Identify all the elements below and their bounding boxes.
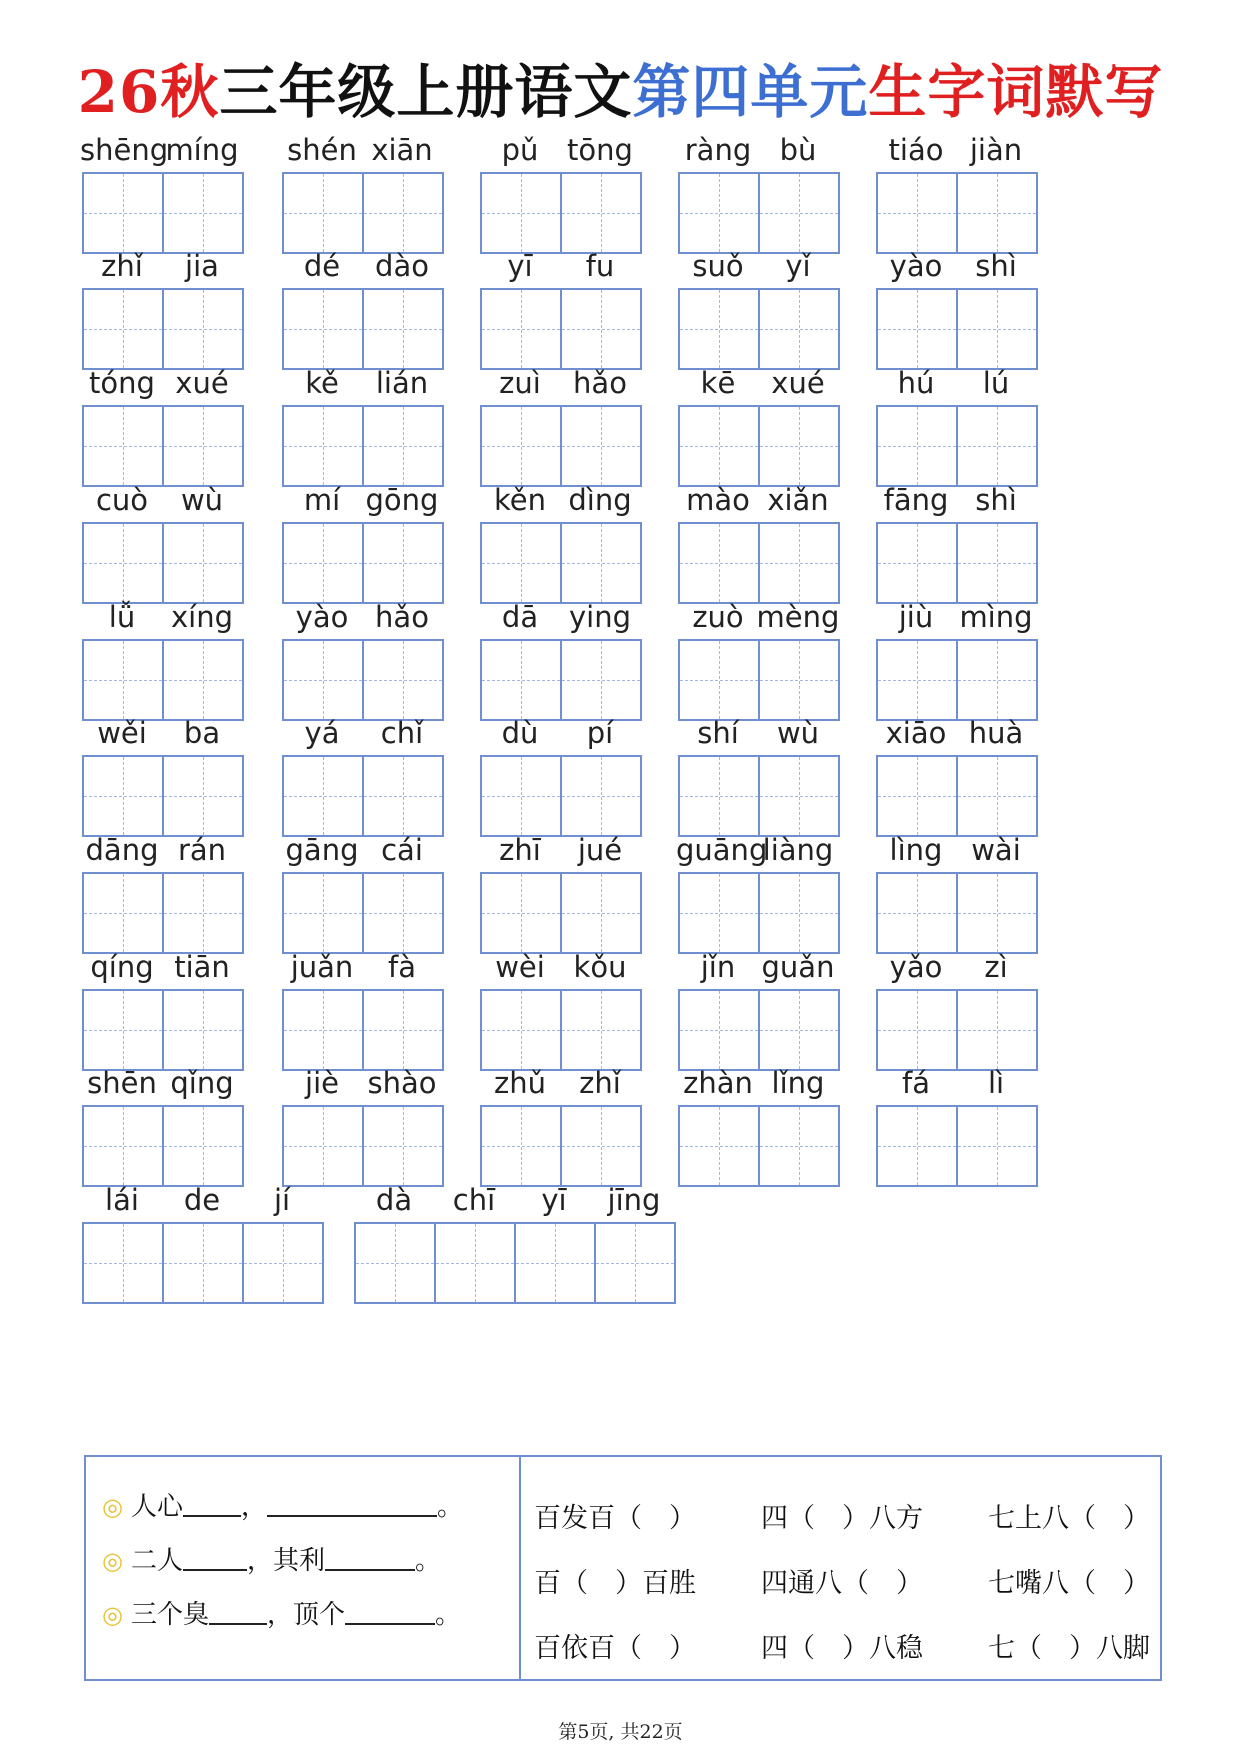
pinyin-syllable: wèi [495,950,545,984]
tianzige-cell[interactable] [876,872,958,954]
writing-boxes [480,288,642,370]
tianzige-cell[interactable] [162,989,244,1071]
idiom-line [102,1593,512,1647]
pinyin-syllable: shí [697,716,739,750]
pinyin-syllable: chǐ [380,716,424,750]
tianzige-cell[interactable] [362,288,444,370]
pinyin-syllable: wù [776,716,820,750]
writing-boxes [82,172,244,254]
writing-boxes [678,405,840,487]
pinyin-syllable: shēn [87,1066,157,1100]
writing-boxes [282,522,444,604]
idiom-fill-right [534,1483,1160,1678]
idiom-fill-item[interactable]: 四（ ）八方 [761,1503,923,1534]
answer-blank[interactable] [209,1593,267,1625]
bullet-icon: ◎ [102,1601,123,1629]
pinyin-syllable: zhǐ [101,249,143,283]
tianzige-cell[interactable] [480,872,562,954]
tianzige-cell[interactable] [758,288,840,370]
tianzige-cell[interactable] [956,172,1038,254]
tianzige-cell[interactable] [162,639,244,721]
writing-boxes [876,522,1038,604]
tianzige-cell[interactable] [362,755,444,837]
tianzige-cell[interactable] [362,405,444,487]
title-grade: 三年级上册语文 [219,58,633,126]
pinyin-syllable: dà [375,1183,413,1217]
idiom-fill-item[interactable]: 七上八（ ） [988,1503,1150,1534]
tianzige-cell[interactable] [956,755,1038,837]
pinyin-syllable: dào [375,249,429,283]
tianzige-cell[interactable] [282,405,364,487]
tianzige-cell[interactable] [82,755,164,837]
pinyin-syllable: jiè [305,1066,339,1100]
tianzige-cell[interactable] [282,1105,364,1187]
pinyin-syllable: yào [889,249,943,283]
tianzige-cell[interactable] [876,639,958,721]
pinyin-syllable: tóng [89,366,155,400]
pinyin-syllable: shì [975,249,1017,283]
idiom-line [102,1539,512,1593]
tianzige-cell[interactable] [82,1222,164,1304]
writing-boxes [282,755,444,837]
idiom-text: 。 [414,1546,441,1576]
tianzige-cell[interactable] [480,405,562,487]
tianzige-cell[interactable] [678,288,760,370]
pinyin-syllable: tōng [567,133,633,167]
tianzige-cell[interactable] [560,1105,642,1187]
writing-boxes [82,872,244,954]
writing-boxes [876,639,1038,721]
tianzige-cell[interactable] [956,1105,1038,1187]
tianzige-cell[interactable] [162,405,244,487]
pinyin-syllable: jiàn [969,133,1023,167]
writing-boxes [282,989,444,1071]
writing-boxes [876,405,1038,487]
pinyin-syllable: lì [987,1066,1005,1100]
tianzige-cell[interactable] [758,405,840,487]
tianzige-cell[interactable] [560,755,642,837]
pinyin-syllable: xiāo [885,716,947,750]
idiom-fill-item[interactable]: 百发百（ ） [534,1503,696,1534]
tianzige-cell[interactable] [560,989,642,1071]
pinyin-syllable: míng [165,133,239,167]
writing-boxes [876,755,1038,837]
pinyin-syllable: xué [175,366,229,400]
pinyin-syllable: zì [984,950,1008,984]
pinyin-syllable: fāng [883,483,949,517]
idiom-fill-item[interactable]: 四通八（ ） [761,1568,923,1599]
tianzige-cell[interactable] [82,405,164,487]
tianzige-cell[interactable] [956,989,1038,1071]
pinyin-syllable: kě [305,366,339,400]
writing-boxes [354,1222,676,1304]
idiom-text: 。 [436,1492,463,1522]
pinyin-syllable: cuò [95,483,149,517]
title-unit: 第四单元 [632,58,869,126]
tianzige-cell[interactable] [758,989,840,1071]
tianzige-cell[interactable] [758,522,840,604]
tianzige-cell[interactable] [162,1105,244,1187]
pinyin-syllable: hǎo [375,600,429,634]
pinyin-syllable: yī [507,249,533,283]
idiom-row [534,1483,1160,1548]
pinyin-syllable: kǒu [573,950,627,984]
pinyin-syllable: chī [452,1183,496,1217]
tianzige-cell[interactable] [514,1222,596,1304]
tianzige-cell[interactable] [480,288,562,370]
page-title [0,52,1241,132]
pinyin-syllable: jí [273,1183,291,1217]
tianzige-cell[interactable] [876,1105,958,1187]
pinyin-syllable: lián [375,366,429,400]
tianzige-cell[interactable] [282,522,364,604]
writing-boxes [876,989,1038,1071]
pinyin-syllable: dìng [568,483,632,517]
pinyin-syllable: xiǎn [767,483,829,517]
tianzige-cell[interactable] [362,639,444,721]
tianzige-cell[interactable] [82,872,164,954]
idiom-text: ，其利 [246,1546,325,1576]
idiom-text: ，顶个 [266,1600,345,1630]
pinyin-syllable: mào [686,483,750,517]
pinyin-syllable: fà [388,950,416,984]
pinyin-syllable: huà [968,716,1024,750]
pinyin-syllable: zhàn [683,1066,753,1100]
idiom-section [84,1455,1162,1681]
pinyin-syllable: dāng [85,833,159,867]
tianzige-cell[interactable] [162,522,244,604]
tianzige-cell[interactable] [758,872,840,954]
tianzige-cell[interactable] [758,755,840,837]
tianzige-cell[interactable] [560,639,642,721]
tianzige-cell[interactable] [242,1222,324,1304]
writing-boxes [678,989,840,1071]
writing-boxes [876,172,1038,254]
pinyin-syllable: jiù [898,600,934,634]
idiom-row [534,1613,1160,1678]
tianzige-cell[interactable] [82,288,164,370]
tianzige-cell[interactable] [678,989,760,1071]
pinyin-syllable: guǎn [761,950,835,984]
pinyin-syllable: xiān [371,133,433,167]
tianzige-cell[interactable] [82,639,164,721]
tianzige-cell[interactable] [678,1105,760,1187]
pinyin-syllable: lǐng [771,1066,825,1100]
pinyin-syllable: wài [971,833,1021,867]
tianzige-cell[interactable] [758,1105,840,1187]
pinyin-syllable: jīng [607,1183,661,1217]
answer-blank[interactable] [325,1539,415,1571]
answer-blank[interactable] [183,1539,247,1571]
writing-boxes [678,872,840,954]
pinyin-syllable: juǎn [290,950,354,984]
tianzige-cell[interactable] [678,755,760,837]
tianzige-cell[interactable] [876,755,958,837]
writing-boxes [480,872,642,954]
tianzige-cell[interactable] [162,288,244,370]
writing-boxes [82,1105,244,1187]
tianzige-cell[interactable] [480,755,562,837]
tianzige-cell[interactable] [162,1222,244,1304]
idiom-fill-left [102,1485,512,1647]
pinyin-syllable: suǒ [692,249,744,283]
pinyin-syllable: pǔ [501,133,539,167]
pinyin-syllable: wù [180,483,224,517]
writing-boxes [678,755,840,837]
writing-boxes [282,405,444,487]
title-number: 26 [77,58,161,126]
pinyin-syllable: dā [501,600,539,634]
tianzige-cell[interactable] [678,405,760,487]
tianzige-cell[interactable] [876,288,958,370]
writing-boxes [480,522,642,604]
idiom-row [534,1548,1160,1613]
tianzige-cell[interactable] [282,872,364,954]
tianzige-cell[interactable] [876,989,958,1071]
tianzige-cell[interactable] [354,1222,436,1304]
tianzige-cell[interactable] [560,872,642,954]
writing-boxes [678,522,840,604]
pinyin-syllable: tiān [174,950,230,984]
tianzige-cell[interactable] [162,755,244,837]
writing-boxes [82,1222,324,1304]
pinyin-syllable: qíng [90,950,154,984]
writing-boxes [480,755,642,837]
pinyin-syllable: shén [287,133,357,167]
tianzige-cell[interactable] [82,1105,164,1187]
writing-boxes [876,872,1038,954]
writing-boxes [82,522,244,604]
tianzige-cell[interactable] [82,989,164,1071]
pinyin-syllable: yī [541,1183,567,1217]
tianzige-cell[interactable] [876,172,958,254]
writing-boxes [678,288,840,370]
pinyin-syllable: kěn [494,483,546,517]
pinyin-syllable: shēng [80,133,169,167]
tianzige-cell[interactable] [758,639,840,721]
bullet-icon: ◎ [102,1547,123,1575]
bullet-icon: ◎ [102,1493,123,1521]
writing-boxes [282,872,444,954]
pinyin-syllable: qǐng [170,1066,234,1100]
pinyin-syllable: ràng [684,133,752,167]
title-autumn: 秋 [160,58,220,126]
pinyin-syllable: zhī [499,833,541,867]
writing-boxes [480,172,642,254]
pinyin-syllable: dé [303,249,341,283]
idiom-text: 三个臭 [130,1600,209,1630]
pinyin-syllable: lìng [889,833,943,867]
tianzige-cell[interactable] [362,872,444,954]
idiom-text: ， [240,1492,267,1522]
tianzige-cell[interactable] [678,639,760,721]
pinyin-syllable: yǐ [785,249,811,283]
idiom-fill-item[interactable]: 百依百（ ） [534,1633,696,1664]
pinyin-syllable: zuì [499,366,541,400]
tianzige-cell[interactable] [956,639,1038,721]
tianzige-cell[interactable] [956,288,1038,370]
writing-boxes [282,1105,444,1187]
idiom-fill-item[interactable]: 七嘴八（ ） [988,1568,1150,1599]
idiom-text: 。 [434,1600,461,1630]
pinyin-syllable: pí [586,716,614,750]
pinyin-syllable: gōng [365,483,439,517]
writing-boxes [678,639,840,721]
tianzige-cell[interactable] [282,639,364,721]
writing-boxes [82,639,244,721]
pinyin-syllable: lú [982,366,1010,400]
idiom-text: 人心 [130,1492,183,1522]
pinyin-syllable: mèng [756,600,840,634]
tianzige-cell[interactable] [282,172,364,254]
pinyin-syllable: cái [381,833,423,867]
tianzige-cell[interactable] [362,989,444,1071]
pinyin-syllable: shào [367,1066,437,1100]
pinyin-syllable: xué [771,366,825,400]
tianzige-cell[interactable] [162,872,244,954]
tianzige-cell[interactable] [480,639,562,721]
tianzige-cell[interactable] [480,172,562,254]
pinyin-syllable: xíng [170,600,233,634]
pinyin-syllable: mí [303,483,341,517]
writing-boxes [480,405,642,487]
tianzige-cell[interactable] [560,172,642,254]
title-rest: 生字词默写 [868,58,1164,126]
pinyin-syllable: fá [902,1066,930,1100]
tianzige-cell[interactable] [758,172,840,254]
pinyin-syllable: gāng [285,833,359,867]
tianzige-cell[interactable] [560,288,642,370]
pinyin-syllable: mìng [959,600,1033,634]
pinyin-syllable: fu [585,249,615,283]
pinyin-syllable: bù [779,133,817,167]
tianzige-cell[interactable] [480,1105,562,1187]
pinyin-syllable: yá [304,716,340,750]
pinyin-syllable: de [183,1183,221,1217]
tianzige-cell[interactable] [282,288,364,370]
tianzige-cell[interactable] [362,1105,444,1187]
idiom-fill-item[interactable]: 百（ ）百胜 [534,1568,696,1599]
pinyin-syllable: hǎo [573,366,627,400]
writing-boxes [876,1105,1038,1187]
tianzige-cell[interactable] [876,405,958,487]
pinyin-syllable: kē [700,366,736,400]
idiom-fill-item[interactable]: 七（ ）八脚 [988,1633,1150,1664]
writing-boxes [282,639,444,721]
tianzige-cell[interactable] [82,172,164,254]
tianzige-cell[interactable] [362,522,444,604]
writing-boxes [282,288,444,370]
pinyin-syllable: jia [185,249,219,283]
pinyin-syllable: zhǔ [494,1066,546,1100]
writing-boxes [82,288,244,370]
writing-boxes [678,1105,840,1187]
pinyin-syllable: liàng [762,833,834,867]
writing-boxes [480,1105,642,1187]
pinyin-syllable: yǎo [889,950,943,984]
tianzige-cell[interactable] [560,522,642,604]
tianzige-cell[interactable] [956,522,1038,604]
pinyin-syllable: yào [295,600,349,634]
idiom-divider [519,1457,521,1679]
idiom-line [102,1485,512,1539]
answer-blank[interactable] [345,1593,435,1625]
pinyin-syllable: jué [577,833,623,867]
tianzige-cell[interactable] [82,522,164,604]
tianzige-cell[interactable] [434,1222,516,1304]
tianzige-cell[interactable] [282,755,364,837]
writing-boxes [480,639,642,721]
idiom-fill-item[interactable]: 四（ ）八稳 [761,1633,923,1664]
pinyin-syllable: zuò [692,600,744,634]
pinyin-syllable: lǚ [108,600,136,634]
writing-boxes [82,755,244,837]
page-footer: 第5页, 共22页 [558,1721,683,1743]
pinyin-syllable: ying [568,600,631,634]
pinyin-syllable: dù [501,716,539,750]
tianzige-cell[interactable] [956,405,1038,487]
tianzige-cell[interactable] [678,522,760,604]
tianzige-cell[interactable] [594,1222,676,1304]
writing-boxes [82,405,244,487]
pinyin-syllable: shì [975,483,1017,517]
tianzige-cell[interactable] [480,522,562,604]
pinyin-syllable: zhǐ [579,1066,621,1100]
pinyin-syllable: lái [105,1183,139,1217]
tianzige-cell[interactable] [282,989,364,1071]
tianzige-cell[interactable] [480,989,562,1071]
writing-boxes [876,288,1038,370]
pinyin-syllable: wěi [97,716,147,750]
tianzige-cell[interactable] [876,522,958,604]
idiom-text: 二人 [130,1546,183,1576]
pinyin-syllable: guāng [676,833,768,867]
tianzige-cell[interactable] [678,172,760,254]
tianzige-cell[interactable] [560,405,642,487]
tianzige-cell[interactable] [678,872,760,954]
pinyin-syllable: hú [897,366,935,400]
writing-boxes [480,989,642,1071]
pinyin-syllable: ba [183,716,221,750]
tianzige-cell[interactable] [956,872,1038,954]
pinyin-syllable: rán [177,833,227,867]
writing-boxes [282,172,444,254]
writing-boxes [678,172,840,254]
writing-boxes [82,989,244,1071]
tianzige-cell[interactable] [162,172,244,254]
answer-blank[interactable] [267,1485,437,1517]
tianzige-cell[interactable] [362,172,444,254]
pinyin-syllable: tiáo [888,133,944,167]
answer-blank[interactable] [183,1485,241,1517]
pinyin-syllable: jǐn [700,950,736,984]
